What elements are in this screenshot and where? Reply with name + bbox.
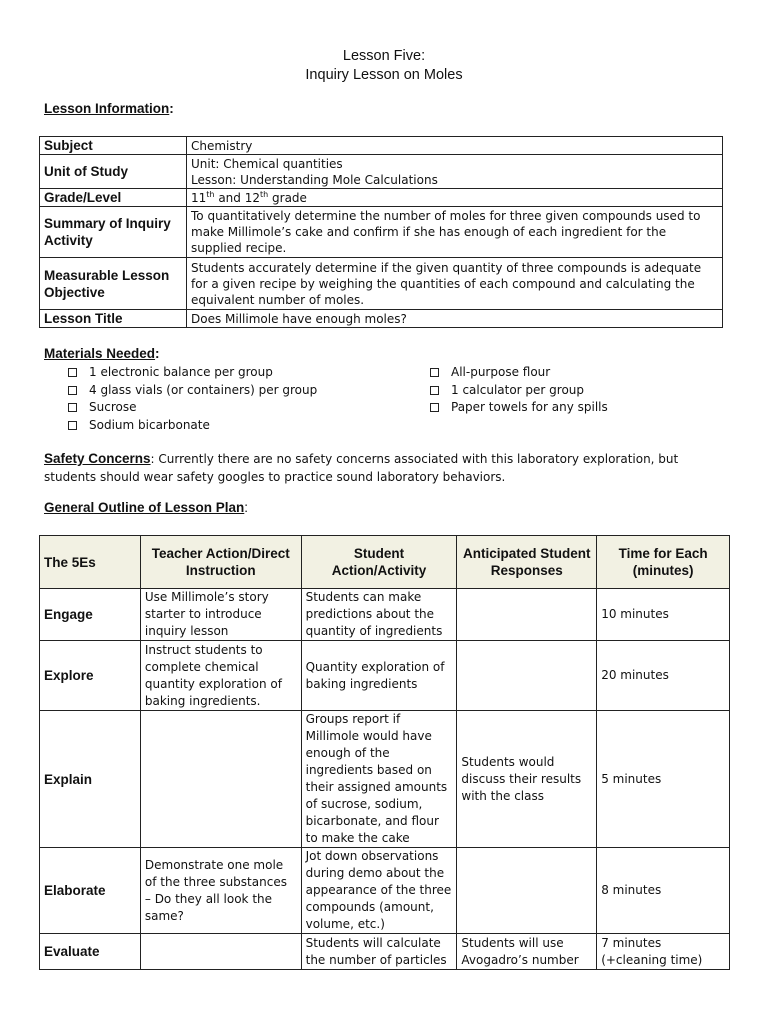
safety-paragraph: [44, 450, 734, 486]
info-label: Unit of Study: [40, 155, 187, 189]
list-item: [68, 399, 317, 417]
teacher-cell: Use Millimole’s story starter to introduce inquiry lesson: [140, 589, 301, 641]
column-header: The 5Es: [40, 536, 141, 589]
info-label: Lesson Title: [40, 310, 187, 328]
lesson-info-heading: [44, 101, 174, 116]
phase-cell: Evaluate: [40, 934, 141, 970]
info-label: Grade/Level: [40, 189, 187, 207]
table-row: [40, 934, 730, 970]
lesson-info-colon: :: [169, 101, 174, 116]
info-value: Chemistry: [187, 137, 723, 155]
info-value: To quantitatively determine the number of moles for three given compounds used to make Millimole’s cake and confirm if she has enough of each ingredient for the supplied recipe.: [187, 207, 723, 258]
column-header: Teacher Action/Direct Instruction: [140, 536, 301, 589]
info-row-summary: [40, 207, 723, 258]
materials-list-right: [430, 364, 608, 417]
table-row: [40, 711, 730, 848]
outline-heading-text: General Outline of Lesson Plan: [44, 500, 245, 515]
material-text: Sodium bicarbonate: [89, 417, 210, 432]
checkbox-icon: [430, 368, 439, 377]
list-item: [68, 382, 317, 400]
info-value-line: Unit: Chemical quantities: [191, 156, 343, 171]
teacher-cell: Instruct students to complete chemical quantity exploration of baking ingredients.: [140, 641, 301, 711]
responses-cell: [457, 848, 597, 934]
table-row: [40, 589, 730, 641]
superscript: th: [206, 189, 215, 199]
safety-heading: Safety Concerns: [44, 451, 151, 466]
phase-cell: Engage: [40, 589, 141, 641]
grade-suffix: grade: [268, 190, 307, 205]
info-row-title: [40, 310, 723, 328]
materials-list-left: [68, 364, 317, 434]
material-text: Paper towels for any spills: [451, 400, 608, 414]
info-label: Subject: [40, 137, 187, 155]
teacher-cell: Demonstrate one mole of the three substances – Do they all look the same?: [140, 848, 301, 934]
info-value: Students accurately determine if the given quantity of three compounds is adequate for a given recipe by weighing the quantities of each compound and calculating the equivalent number of moles.: [187, 258, 723, 310]
table-row: [40, 848, 730, 934]
student-cell: Quantity exploration of baking ingredients: [301, 641, 457, 711]
phase-cell: Elaborate: [40, 848, 141, 934]
material-text: Sucrose: [89, 400, 137, 414]
document-title: [0, 47, 768, 85]
material-text: 1 electronic balance per group: [89, 365, 273, 379]
checkbox-icon: [68, 421, 77, 430]
title-line-1: Lesson Five:: [342, 48, 426, 64]
checkbox-icon: [68, 386, 77, 395]
info-label: Measurable Lesson Objective: [40, 258, 187, 310]
responses-cell: Students would discuss their results with the class: [457, 711, 597, 848]
phase-cell: Explore: [40, 641, 141, 711]
material-text: 4 glass vials (or containers) per group: [89, 382, 318, 397]
grade-12: and 12: [214, 190, 260, 205]
lesson-info-heading-text: Lesson Information: [44, 101, 170, 116]
table-row: [40, 641, 730, 711]
material-text: 1 calculator per group: [451, 382, 585, 397]
column-header: Student Action/Activity: [301, 536, 457, 589]
column-header: Anticipated Student Responses: [457, 536, 597, 589]
time-cell: 10 minutes: [597, 589, 730, 641]
safety-text: : Currently there are no safety concerns associated with this laboratory exploration, but students should wear safety googles to practice sound laboratory behaviors.: [44, 452, 679, 484]
info-label: Summary of Inquiry Activity: [40, 207, 187, 258]
outline-colon: :: [244, 500, 249, 515]
info-value: [187, 189, 723, 207]
checkbox-icon: [68, 403, 77, 412]
list-item: [68, 364, 317, 382]
teacher-cell: [140, 934, 301, 970]
student-cell: Groups report if Millimole would have enough of the ingredients based on their assigned amounts of sucrose, sodium, bicarbonate, and flour to make the cake: [301, 711, 457, 848]
student-cell: Students can make predictions about the quantity of ingredients: [301, 589, 457, 641]
title-line-2: Inquiry Lesson on Moles: [305, 67, 463, 83]
list-item: [430, 399, 608, 417]
info-row-unit: [40, 155, 723, 189]
info-value: Does Millimole have enough moles?: [187, 310, 723, 328]
info-value: [187, 155, 723, 189]
time-cell: 8 minutes: [597, 848, 730, 934]
info-row-objective: [40, 258, 723, 310]
student-cell: Students will calculate the number of particles: [301, 934, 457, 970]
time-cell: 7 minutes (+cleaning time): [597, 934, 730, 970]
superscript: th: [259, 189, 269, 199]
lesson-info-table: [39, 136, 723, 328]
teacher-cell: [140, 711, 301, 848]
outline-heading: [44, 500, 248, 515]
list-item: [68, 417, 317, 435]
responses-cell: Students will use Avogadro’s number: [457, 934, 597, 970]
student-cell: Jot down observations during demo about the appearance of the three compounds (amount, volume, etc.): [301, 848, 457, 934]
list-item: [430, 382, 608, 400]
phase-cell: Explain: [40, 711, 141, 848]
checkbox-icon: [68, 368, 77, 377]
time-cell: 20 minutes: [597, 641, 730, 711]
info-row-grade: [40, 189, 723, 207]
grade-11: 11: [191, 190, 207, 205]
materials-heading-text: Materials Needed: [44, 346, 156, 361]
list-item: [430, 364, 608, 382]
checkbox-icon: [430, 386, 439, 395]
materials-heading: [44, 346, 160, 361]
materials-colon: :: [155, 346, 160, 361]
column-header: Time for Each (minutes): [597, 536, 730, 589]
info-value-line: Lesson: Understanding Mole Calculations: [191, 172, 438, 187]
material-text: All-purpose flour: [451, 365, 551, 379]
table-header-row: [40, 536, 730, 589]
info-row-subject: [40, 137, 723, 155]
checkbox-icon: [430, 403, 439, 412]
responses-cell: [457, 589, 597, 641]
lesson-outline-table: [39, 535, 730, 970]
responses-cell: [457, 641, 597, 711]
time-cell: 5 minutes: [597, 711, 730, 848]
